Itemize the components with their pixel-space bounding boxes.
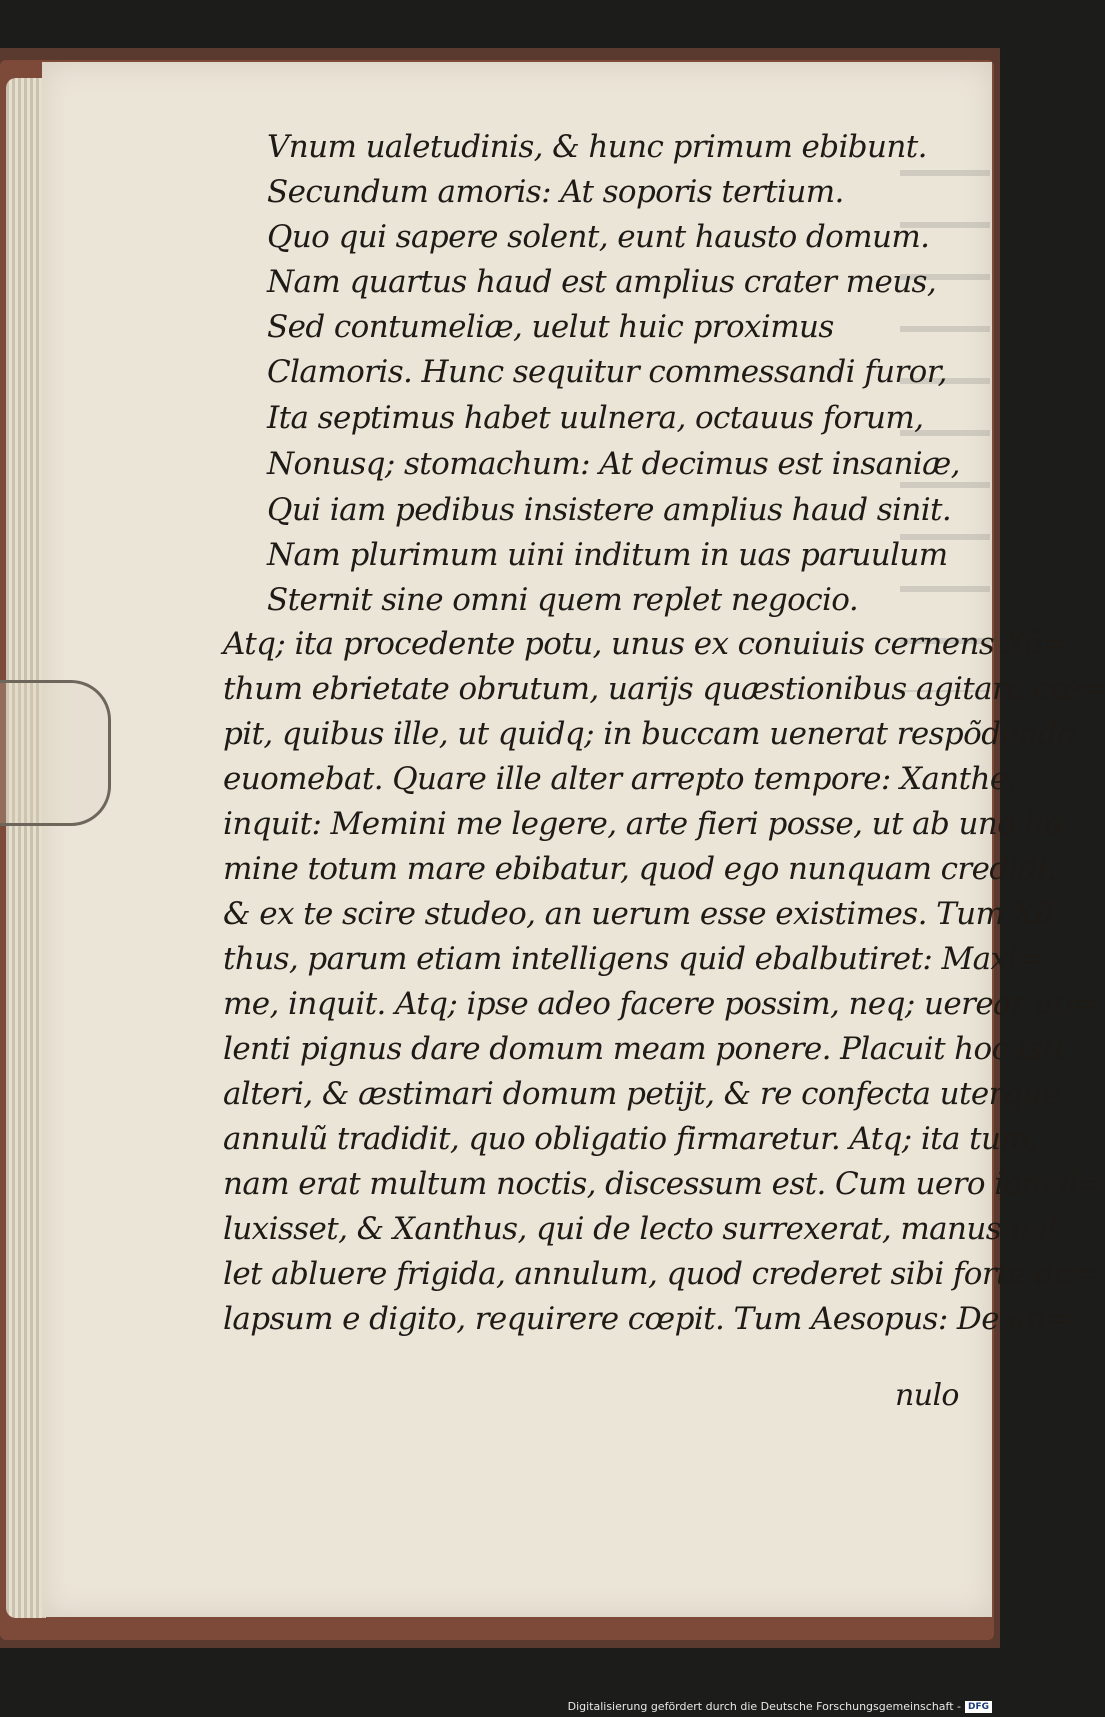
prose-line: lapsum e digito, requirere cœpit. Tum Aesopus: De an= [223,1301,1071,1337]
prose-line: euomebat. Quare ille alter arrepto tempore: Xanthe, [223,761,1017,797]
prose-line: & ex te scire studeo, an uerum esse existimes. Tum Xã [223,896,1053,932]
catchword: nulo [895,1378,959,1413]
verse-line: Vnum ualetudinis, & hunc primum ebibunt. [267,129,927,165]
credit-text: Digitalisierung gefördert durch die Deutsche Forschungsgemeinschaft - [567,1700,961,1713]
prose-line: annulũ tradidit, quo obligatio firmaretur. Atq; ita tum, [223,1121,1039,1157]
verse-line: Nonusq; stomachum: At decimus est insaniæ, [267,446,960,482]
prose-line: let abluere frigida, annulum, quod crederet sibi forte de= [223,1256,1098,1292]
prose-line: pit, quibus ille, ut quidq; in buccam uenerat respõdendo [223,716,1075,752]
verse-line: Ita septimus habet uulnera, octauus forum, [267,400,924,436]
prose-line: mine totum mare ebibatur, quod ego nunquam credidi, [223,851,1056,887]
prose-line: thus, parum etiam intelligens quid ebalbutiret: Maxi= [223,941,1043,977]
page-stack-left [6,78,46,1618]
bookmark-tab [0,680,111,826]
prose-line: nam erat multum noctis, discessum est. Cum uero iam il= [223,1166,1104,1202]
prose-line: Atq; ita procedente potu, unus ex conuiuis cernens Xã= [223,626,1069,662]
prose-line: lenti pignus dare domum meam ponere. Placuit hoc isti [223,1031,1064,1067]
verse-line: Quo qui sapere solent, eunt hausto domum. [267,219,930,255]
prose-line: alteri, & æstimari domum petijt, & re confecta uterque [223,1076,1060,1112]
verse-line: Nam quartus haud est amplius crater meus, [267,264,937,300]
digitization-credit [568,1700,992,1713]
book-page [42,62,1105,1617]
verse-line: Qui iam pedibus insistere amplius haud sinit. [267,492,952,528]
prose-line: luxisset, & Xanthus, qui de lecto surrexerat, manus uel [223,1211,1057,1247]
dfg-logo: DFG [965,1701,992,1713]
verse-line: Secundum amoris: At soporis tertium. [267,174,844,210]
verse-line: Sternit sine omni quem replet negocio. [267,582,859,618]
verse-line: Clamoris. Hunc sequitur commessandi furor, [267,354,947,390]
prose-line: inquit: Memini me legere, arte fieri posse, ut ab uno ho [223,806,1063,842]
verse-line: Sed contumeliæ, uelut huic proximus [267,309,834,345]
prose-line: me, inquit. Atq; ipse adeo facere possim, neq; uerear uo= [223,986,1098,1022]
prose-line: thum ebrietate obrutum, uarijs quæstionibus agitare cœ= [223,671,1105,707]
verse-line: Nam plurimum uini inditum in uas paruulum [267,537,948,573]
page-text [42,62,1105,1617]
